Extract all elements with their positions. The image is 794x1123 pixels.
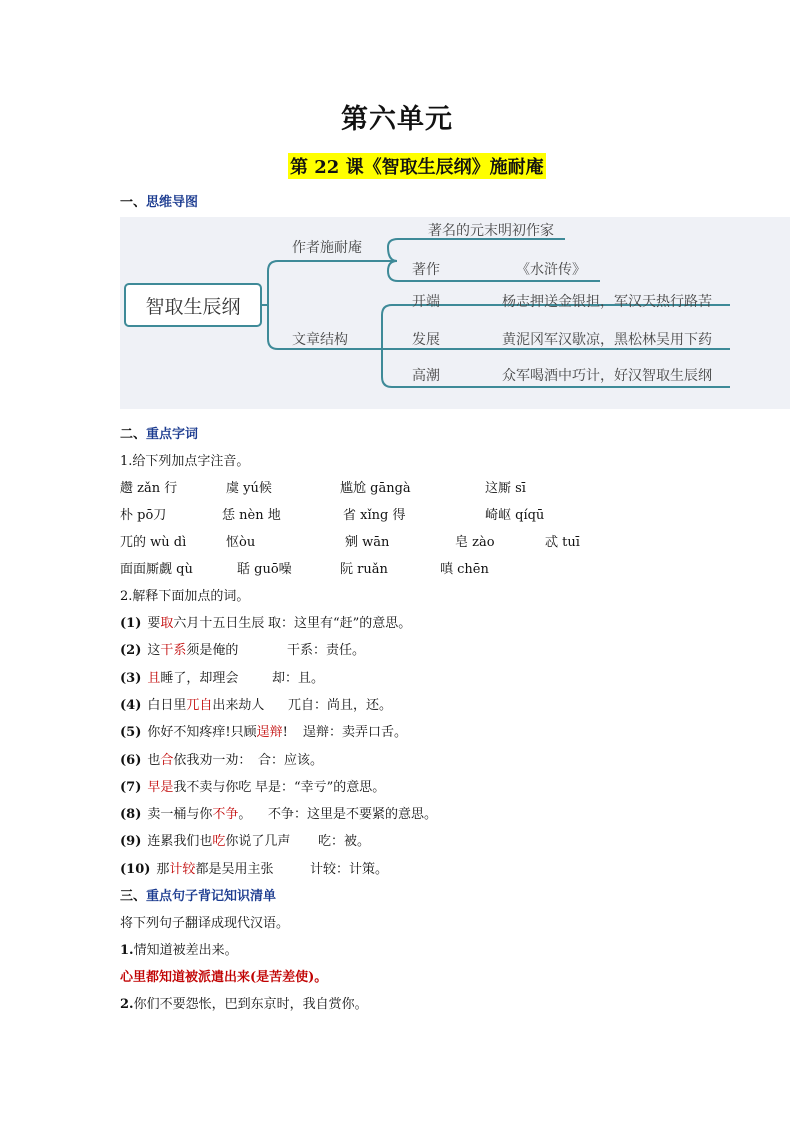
word-number: (3) [120, 670, 142, 686]
word-item [120, 667, 238, 686]
word-item [120, 749, 251, 768]
word-explanation: 计较：计策。 [310, 861, 389, 877]
pinyin-item: 怄òu [226, 535, 256, 550]
structure-text-1: 杨志押送金银担，军汉天热行路苦 [502, 294, 712, 310]
sentence-1 [120, 939, 238, 958]
pinyin-item: 朴 pō刀 [120, 508, 167, 523]
word-sentence-pre: 你好不知疼痒!只顾 [147, 725, 257, 741]
section-title: 思维导图 [146, 195, 199, 210]
word-sentence-pre: 要 [147, 616, 161, 631]
structure-label-2: 发展 [412, 332, 440, 348]
mind-map-root: 智取生辰纲 [124, 283, 262, 327]
question-1: 1.给下列加点字注音。 [120, 454, 250, 469]
pinyin-item: 忒 tuī [545, 535, 580, 550]
mind-map [120, 217, 790, 409]
word-key: 早是 [147, 779, 174, 795]
word-explanation: 吃：被。 [318, 834, 371, 850]
section-number: 一、 [120, 195, 147, 210]
pinyin-item: 皂 zào [455, 535, 495, 550]
word-sentence-post: 出来劫人 [212, 697, 265, 713]
section-number: 三、 [120, 889, 147, 904]
word-explanation: 干系：责任。 [287, 643, 366, 659]
pinyin-item: 省 xǐng 得 [343, 508, 406, 523]
word-item [120, 858, 273, 877]
word-explanation: 却：且。 [272, 670, 325, 686]
pinyin-item: 尴尬 gāngà [340, 481, 411, 496]
word-key: 兀自 [186, 697, 213, 713]
word-number: (10) [120, 861, 151, 877]
word-key: 逞辩 [256, 725, 283, 741]
word-sentence-post: 你说了几声 [225, 834, 291, 850]
word-explanation: 早是：“幸亏”的意思。 [255, 779, 386, 795]
word-key: 干系 [160, 643, 187, 659]
structure-label-3: 高潮 [412, 368, 440, 384]
author-item-1: 著名的元末明初作家 [428, 223, 554, 239]
sentence-2 [120, 993, 368, 1012]
sentence-number: 2. [120, 997, 134, 1012]
sentence-text: 你们不要怨怅，巴到东京时，我自赏你。 [133, 997, 368, 1012]
word-sentence-pre: 也 [147, 752, 161, 768]
author-item-2: 著作 [412, 262, 440, 278]
word-number: (6) [120, 752, 142, 768]
structure-text-2: 黄泥冈军汉歇凉，黑松林吴用下药 [502, 332, 712, 348]
word-explanation: 逞辩：卖弄口舌。 [303, 725, 408, 741]
pinyin-item: 兀的 wù dì [120, 535, 187, 550]
question-2: 2.解释下面加点的词。 [120, 589, 250, 604]
word-number: (9) [120, 834, 142, 850]
word-sentence-pre: 卖一桶与你 [147, 807, 213, 823]
word-sentence-post: ! [282, 725, 288, 741]
word-item [120, 721, 288, 740]
word-item [120, 803, 251, 822]
structure-label-1: 开端 [412, 294, 440, 310]
pinyin-item: 嗔 chēn [440, 562, 489, 577]
word-sentence-post: 都是吴用主张 [195, 861, 274, 877]
word-key: 计较 [169, 861, 196, 877]
lesson-title: 第 22 课《智取生辰纲》施耐庵 [288, 153, 546, 179]
pinyin-item: 这厮 sī [485, 481, 526, 496]
word-key: 不争 [212, 807, 239, 823]
sentence-text: 情知道被差出来。 [133, 943, 238, 958]
word-sentence-post: 我不卖与你吃 [173, 779, 252, 795]
pinyin-item: 面面厮觑 qù [120, 562, 193, 577]
word-explanation: 不争：这里是不要紧的意思。 [268, 807, 438, 823]
word-number: (5) [120, 725, 142, 741]
translate-prompt: 将下列句子翻译成现代汉语。 [120, 916, 290, 931]
sentence-1-answer: 心里都知道被派遣出来(是苦差使)。 [120, 970, 328, 985]
word-number: (4) [120, 697, 142, 713]
word-explanation: 合：应该。 [258, 752, 324, 768]
section-title: 重点句子背记知识清单 [146, 889, 277, 904]
word-sentence-post: 须是俺的 [186, 643, 239, 659]
section-title: 重点字词 [146, 427, 199, 442]
word-key: 且 [147, 670, 161, 686]
word-key: 合 [160, 752, 174, 768]
word-sentence-pre: 连累我们也 [147, 834, 213, 850]
word-item [120, 639, 238, 658]
author-item-3: 《水浒传》 [516, 262, 586, 278]
section-1-heading [120, 191, 198, 210]
word-item [120, 776, 251, 795]
author-branch: 作者施耐庵 [292, 240, 362, 256]
word-item [120, 694, 264, 713]
unit-title: 第六单元 [341, 104, 453, 135]
word-sentence-pre: 那 [156, 861, 170, 877]
sentence-number: 1. [120, 943, 134, 958]
word-number: (8) [120, 807, 142, 823]
pinyin-item: 趱 zǎn 行 [120, 481, 178, 496]
pinyin-item: 崎岖 qíqū [485, 508, 545, 523]
word-number: (2) [120, 643, 142, 659]
word-explanation: 取：这里有“赶”的意思。 [268, 616, 412, 631]
pinyin-item: 聒 guō噪 [237, 562, 292, 577]
section-3-heading [120, 885, 276, 904]
pinyin-item: 剜 wān [345, 535, 390, 550]
word-number: (1) [120, 616, 142, 631]
structure-text-3: 众军喝酒中巧计，好汉智取生辰纲 [502, 368, 712, 384]
word-sentence-post: 六月十五日生辰 [173, 616, 265, 631]
word-key: 吃 [212, 834, 226, 850]
word-key: 取 [160, 616, 174, 631]
word-explanation: 兀自：尚且，还。 [288, 697, 393, 713]
structure-branch: 文章结构 [292, 332, 348, 348]
word-sentence-post: 睡了，却理会 [160, 670, 239, 686]
section-2-heading [120, 423, 198, 442]
word-sentence-post: 。 [238, 807, 252, 823]
word-sentence-pre: 这 [147, 643, 161, 659]
word-item [120, 612, 264, 631]
pinyin-item: 恁 nèn 地 [222, 508, 281, 523]
pinyin-item: 阮 ruǎn [340, 562, 388, 577]
word-number: (7) [120, 779, 142, 795]
word-sentence-post: 依我劝一劝： [173, 752, 252, 768]
section-number: 二、 [120, 427, 147, 442]
word-item [120, 830, 290, 849]
pinyin-item: 虞 yú候 [226, 481, 272, 496]
word-sentence-pre: 白日里 [147, 697, 187, 713]
